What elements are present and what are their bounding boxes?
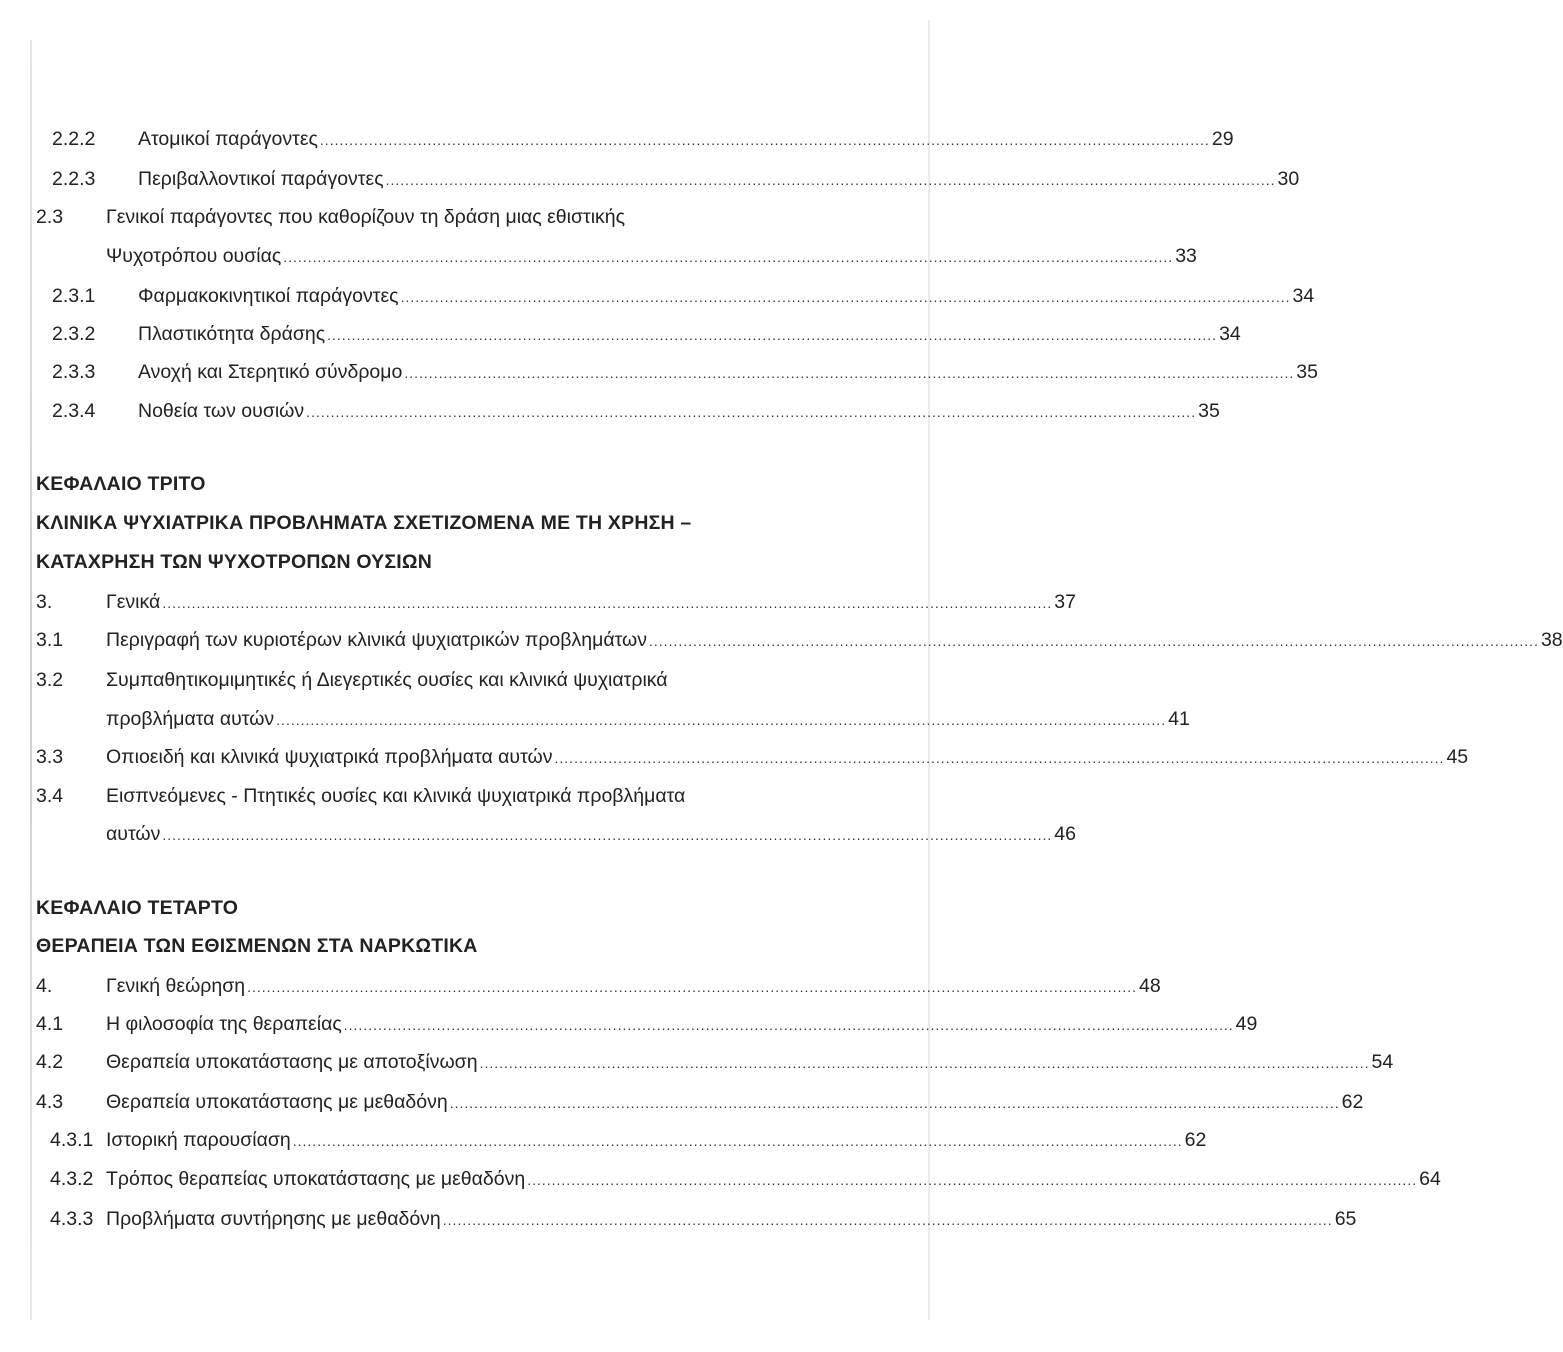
toc-entry-page: 48 [1139,975,1161,997]
scan-edge-left [30,40,32,1320]
dot-leader: ...................................................................................................................................................................................... [343,1017,1234,1033]
toc-entry-page: 65 [1334,1208,1357,1230]
toc-entry-page: 38 [1540,629,1563,651]
toc-entry-number: 4.1 [36,1013,64,1035]
toc-entry-page: 35 [1296,361,1318,383]
dot-leader: ...................................................................................................................................................................................... [400,289,1291,305]
toc-entry [52,360,1318,385]
toc-entry-title: Περιγραφή των κυριοτέρων κλινικά ψυχιατρικών προβλημάτων [106,629,648,651]
toc-entry [36,1050,1394,1075]
toc-entry-number: 4.3.2 [50,1168,94,1190]
toc-entry-number: 3.1 [36,629,64,651]
toc-entry [52,322,1241,347]
toc-entry [36,590,1076,615]
toc-entry-title: Συμπαθητικομιμητικές ή Διεγερτικές ουσίες και κλινικά ψυχιατρικά [106,669,668,691]
chapter-title: ΚΛΙΝΙΚΑ ΨΥΧΙΑΤΡΙΚΑ ΠΡΟΒΛΗΜΑΤΑ ΣΧΕΤΙΖΟΜΕΝΑ ΜΕ ΤΗ ΧΡΗΣΗ – [36,512,692,534]
dot-leader: ...................................................................................................................................................................................... [554,750,1445,766]
toc-entry-number: 2.3.2 [52,323,96,345]
toc-entry-number: 2.3.3 [52,361,96,383]
toc-entry-title: Ανοχή και Στερητικό σύνδρομο [138,361,403,383]
toc-entry [52,284,1315,309]
dot-leader: ...................................................................................................................................................................................... [276,712,1167,728]
dot-leader: ...................................................................................................................................................................................... [319,132,1210,148]
toc-entry-title: Γενικά [106,591,161,613]
toc-entry-number: 4.3.3 [50,1208,94,1230]
dot-leader: ...................................................................................................................................................................................... [649,633,1539,649]
toc-entry [52,399,1220,424]
chapter-title-cont: ΚΑΤΑΧΡΗΣΗ ΤΩΝ ΨΥΧΟΤΡΟΠΩΝ ΟΥΣΙΩΝ [36,551,433,573]
toc-entry-title: Η φιλοσοφία της θεραπείας [106,1013,342,1035]
toc-entry [36,628,1563,653]
toc-entry-page: 64 [1419,1168,1441,1190]
toc-entry-title: Ατομικοί παράγοντες [138,128,318,150]
toc-entry-page: 34 [1292,285,1315,307]
toc-entry-page: 46 [1054,823,1076,845]
toc-entry-number: 2.3.1 [52,285,96,307]
toc-entry-page: 49 [1235,1013,1258,1035]
toc-entry-title: Φαρμακοκινητικοί παράγοντες [138,285,399,307]
toc-entry-number: 3.2 [36,669,64,691]
toc-entry-title: Πλαστικότητα δράσης [138,323,326,345]
toc-entry-title-cont: Ψυχοτρόπου ουσίας [106,245,282,267]
dot-leader: ...................................................................................................................................................................................... [247,979,1138,995]
toc-entry-title: Προβλήματα συντήρησης με μεθαδόνη [106,1208,441,1230]
chapter-label: ΚΕΦΑΛΑΙΟ ΤΕΤΑΡΤΟ [36,897,239,919]
dot-leader: ...................................................................................................................................................................................... [404,365,1295,381]
toc-entry-number: 3.4 [36,785,64,807]
dot-leader: ...................................................................................................................................................................................... [283,249,1174,265]
chapter-title: ΘΕΡΑΠΕΙΑ ΤΩΝ ΕΘΙΣΜΕΝΩΝ ΣΤΑ ΝΑΡΚΩΤΙΚΑ [36,935,478,957]
toc-entry-number: 2.3.4 [52,400,96,422]
toc-entry-number: 4.3 [36,1091,64,1113]
toc-entry-title-cont: προβλήματα αυτών [106,708,275,730]
toc-entry-page: 45 [1446,746,1469,768]
toc-entry-page: 62 [1184,1129,1207,1151]
toc-entry-number: 2.2.3 [52,168,96,190]
toc-entry-number: 4.2 [36,1051,64,1073]
toc-entry [50,1128,1207,1153]
toc-entry-number: 4.3.1 [50,1129,94,1151]
toc-entry [52,167,1300,192]
dot-leader: ...................................................................................................................................................................................... [385,172,1276,188]
toc-entry-title: Ιστορική παρουσίαση [106,1129,291,1151]
toc-entry [52,127,1234,152]
dot-leader: ...................................................................................................................................................................................... [527,1172,1418,1188]
dot-leader: ...................................................................................................................................................................................... [162,827,1053,843]
toc-entry [106,244,1197,269]
toc-entry [50,1207,1357,1232]
toc-entry-page: 34 [1219,323,1241,345]
toc-entry-number: 4. [36,975,53,997]
dot-leader: ...................................................................................................................................................................................... [449,1095,1340,1111]
toc-entry-first-line [36,784,685,808]
chapter-label: ΚΕΦΑΛΑΙΟ ΤΡΙΤΟ [36,473,206,495]
toc-entry-page: 37 [1054,591,1076,613]
toc-entry-page: 29 [1211,128,1234,150]
toc-entry-title: Γενική θεώρηση [106,975,246,997]
toc-entry-title: Περιβαλλοντικοί παράγοντες [138,168,384,190]
toc-entry-first-line [36,205,625,229]
toc-entry-title: Οπιοειδή και κλινικά ψυχιατρικά προβλήματα αυτών [106,746,553,768]
dot-leader: ...................................................................................................................................................................................... [292,1133,1183,1149]
toc-entry-first-line [36,668,668,692]
toc-entry-number: 3.3 [36,746,64,768]
toc-entry-title: Νοθεία των ουσιών [138,400,305,422]
scan-edge-right [928,20,930,1320]
toc-entry-page: 62 [1341,1091,1364,1113]
toc-entry-title: Εισπνεόμενες - Πτητικές ουσίες και κλινικά ψυχιατρικά προβλήματα [106,785,686,807]
toc-entry-page: 30 [1277,168,1300,190]
toc-entry-page: 33 [1175,245,1197,267]
toc-entry-title: Θεραπεία υποκατάστασης με μεθαδόνη [106,1091,448,1113]
toc-entry-page: 35 [1198,400,1220,422]
dot-leader: ...................................................................................................................................................................................... [306,404,1197,420]
toc-entry-page: 54 [1371,1051,1394,1073]
toc-entry [106,822,1076,847]
dot-leader: ...................................................................................................................................................................................... [327,327,1218,343]
toc-entry-title: Θεραπεία υποκατάστασης με αποτοξίνωση [106,1051,478,1073]
toc-entry-title-cont: αυτών [106,823,161,845]
toc-entry-number: 2.2.2 [52,128,96,150]
toc-entry-number: 3. [36,591,53,613]
toc-entry-title: Τρόπος θεραπείας υποκατάστασης με μεθαδόνη [106,1168,526,1190]
dot-leader: ...................................................................................................................................................................................... [162,595,1053,611]
toc-entry [106,707,1190,732]
toc-entry [36,1012,1258,1037]
toc-entry-page: 41 [1168,708,1190,730]
dot-leader: ...................................................................................................................................................................................... [479,1055,1370,1071]
toc-entry [36,1090,1364,1115]
toc-entry [50,1167,1441,1192]
toc-entry-number: 2.3 [36,206,64,228]
toc-entry-title: Γενικοί παράγοντες που καθορίζουν τη δράση μιας εθιστικής [106,206,626,228]
dot-leader: ...................................................................................................................................................................................... [442,1212,1333,1228]
toc-entry [36,974,1161,999]
toc-entry [36,745,1469,770]
